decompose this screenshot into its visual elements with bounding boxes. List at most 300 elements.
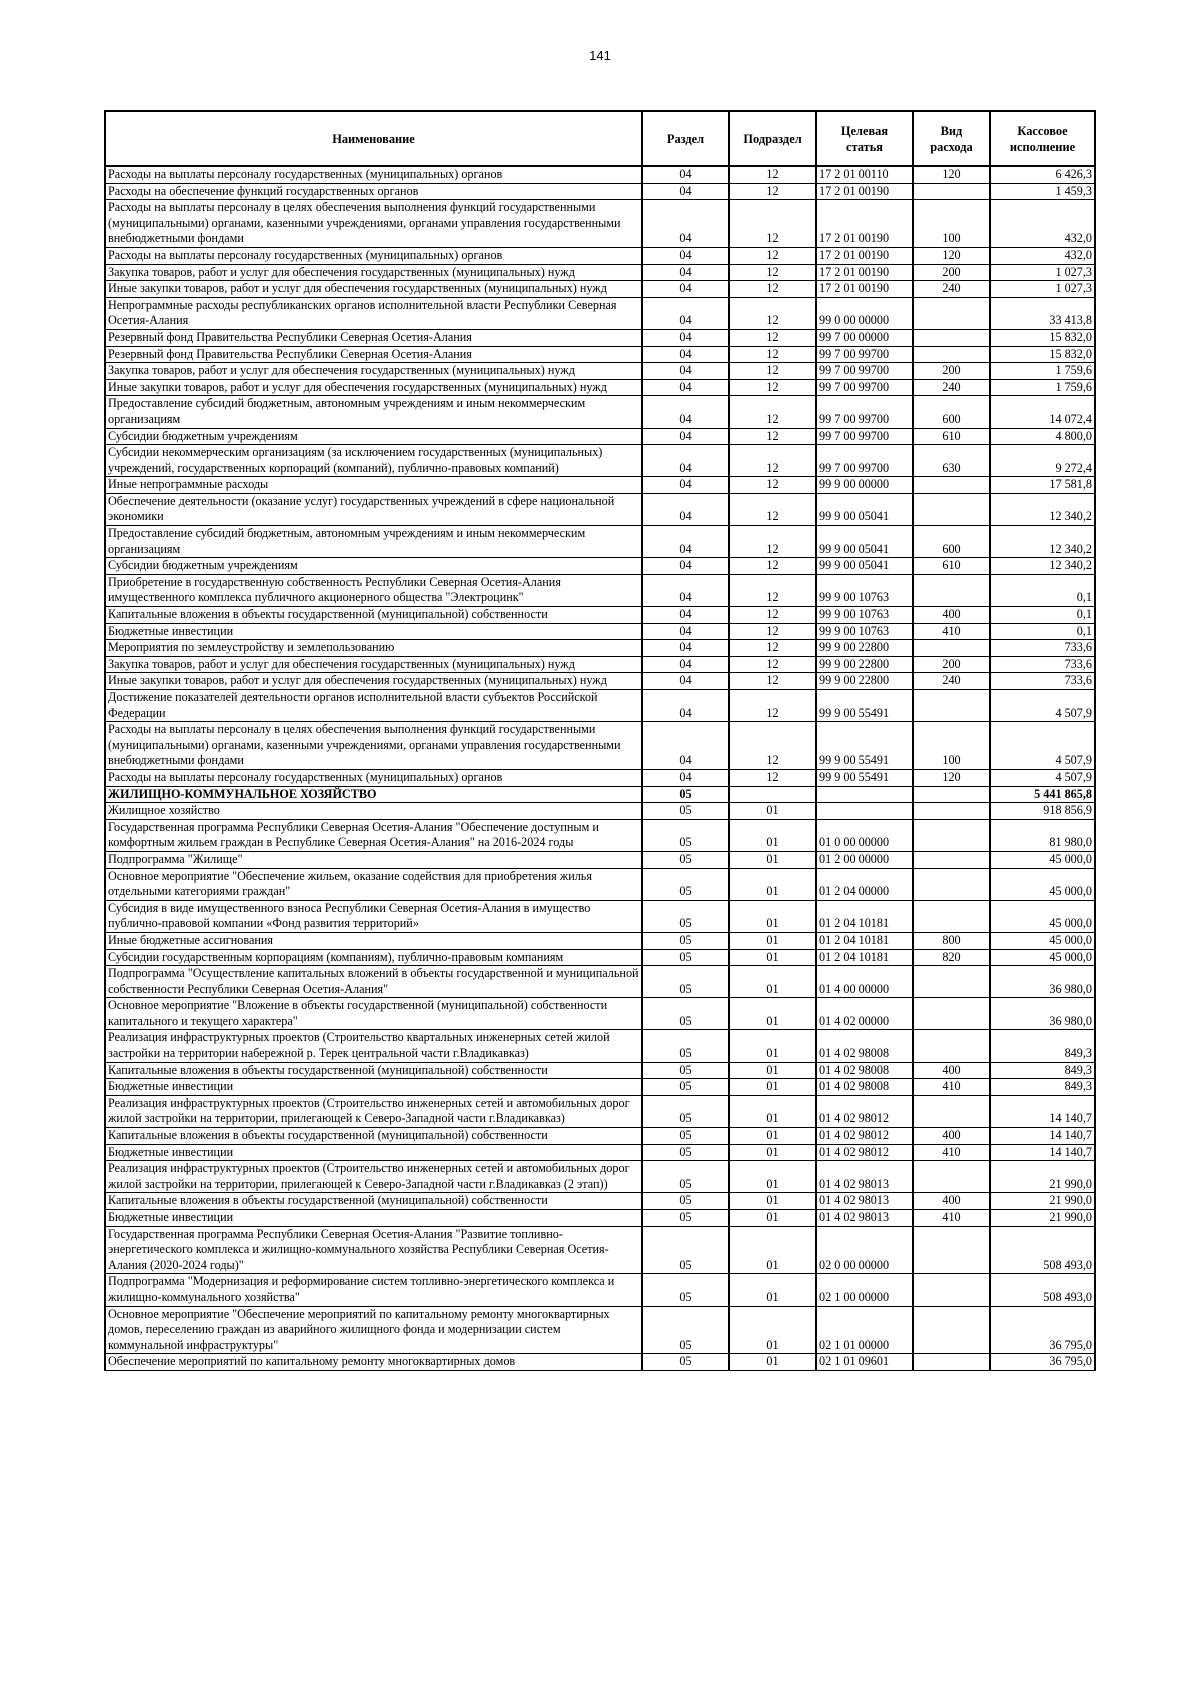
cell-vid-raskhoda: 120 bbox=[913, 166, 990, 183]
cell-celevaya-statya: 99 7 00 99700 bbox=[816, 379, 913, 396]
cell-vid-raskhoda bbox=[913, 329, 990, 346]
header-kassovoe-ispolnenie: Кассовое исполнение bbox=[990, 111, 1095, 166]
table-row bbox=[105, 428, 1095, 445]
cell-celevaya-statya: 17 2 01 00110 bbox=[816, 166, 913, 183]
cell-vid-raskhoda bbox=[913, 786, 990, 803]
cell-razdel: 04 bbox=[642, 607, 729, 624]
cell-celevaya-statya bbox=[816, 803, 913, 820]
cell-razdel: 04 bbox=[642, 445, 729, 477]
cell-razdel: 04 bbox=[642, 396, 729, 428]
cell-celevaya-statya: 01 4 02 98012 bbox=[816, 1095, 913, 1127]
cell-razdel: 04 bbox=[642, 722, 729, 770]
cell-kassovoe-ispolnenie: 45 000,0 bbox=[990, 868, 1095, 900]
cell-celevaya-statya: 17 2 01 00190 bbox=[816, 200, 913, 248]
cell-name: Реализация инфраструктурных проектов (Строительство инженерных сетей и автомобильных дорог жилой застройки на территории, прилегающей к Северо-Западной части г.Владикавказ (2 этап)) bbox=[105, 1161, 642, 1193]
table-row bbox=[105, 329, 1095, 346]
cell-vid-raskhoda: 410 bbox=[913, 1144, 990, 1161]
cell-podrazdel: 12 bbox=[729, 297, 816, 329]
cell-name: Резервный фонд Правительства Республики Северная Осетия-Алания bbox=[105, 329, 642, 346]
table-row bbox=[105, 1274, 1095, 1306]
cell-kassovoe-ispolnenie: 0,1 bbox=[990, 623, 1095, 640]
cell-podrazdel: 12 bbox=[729, 346, 816, 363]
cell-celevaya-statya: 01 4 02 98008 bbox=[816, 1079, 913, 1096]
table-row bbox=[105, 769, 1095, 786]
table-row bbox=[105, 966, 1095, 998]
cell-celevaya-statya: 01 2 04 10181 bbox=[816, 949, 913, 966]
table-row bbox=[105, 786, 1095, 803]
cell-vid-raskhoda bbox=[913, 297, 990, 329]
cell-podrazdel: 12 bbox=[729, 526, 816, 558]
cell-razdel: 04 bbox=[642, 346, 729, 363]
cell-name: Субсидия в виде имущественного взноса Республики Северная Осетия-Алания в имущество публично-правовой компании «Фонд развития территорий» bbox=[105, 900, 642, 932]
cell-kassovoe-ispolnenie: 45 000,0 bbox=[990, 949, 1095, 966]
header-vid-raskhoda: Вид расхода bbox=[913, 111, 990, 166]
cell-vid-raskhoda bbox=[913, 477, 990, 494]
cell-celevaya-statya: 17 2 01 00190 bbox=[816, 247, 913, 264]
cell-razdel: 04 bbox=[642, 363, 729, 380]
cell-razdel: 04 bbox=[642, 769, 729, 786]
cell-name: Иные закупки товаров, работ и услуг для обеспечения государственных (муниципальных) нужд bbox=[105, 379, 642, 396]
cell-vid-raskhoda: 820 bbox=[913, 949, 990, 966]
cell-kassovoe-ispolnenie: 0,1 bbox=[990, 607, 1095, 624]
cell-razdel: 05 bbox=[642, 1161, 729, 1193]
cell-razdel: 05 bbox=[642, 819, 729, 851]
cell-celevaya-statya: 99 7 00 99700 bbox=[816, 346, 913, 363]
cell-podrazdel: 01 bbox=[729, 803, 816, 820]
cell-name: Резервный фонд Правительства Республики Северная Осетия-Алания bbox=[105, 346, 642, 363]
table-row bbox=[105, 1193, 1095, 1210]
cell-vid-raskhoda: 200 bbox=[913, 656, 990, 673]
cell-vid-raskhoda bbox=[913, 1306, 990, 1354]
cell-podrazdel: 01 bbox=[729, 1274, 816, 1306]
header-name: Наименование bbox=[105, 111, 642, 166]
cell-name: Основное мероприятие "Обеспечение жильем, оказание содействия для приобретения жилья отдельными категориями граждан" bbox=[105, 868, 642, 900]
cell-vid-raskhoda: 610 bbox=[913, 558, 990, 575]
table-row bbox=[105, 346, 1095, 363]
cell-name: Реализация инфраструктурных проектов (Строительство квартальных инженерных сетей жилой застройки на территории набережной р. Терек центральной части г.Владикавказ) bbox=[105, 1030, 642, 1062]
cell-vid-raskhoda bbox=[913, 183, 990, 200]
cell-razdel: 05 bbox=[642, 949, 729, 966]
table-row bbox=[105, 607, 1095, 624]
cell-vid-raskhoda: 400 bbox=[913, 1128, 990, 1145]
cell-name: Подпрограмма "Модернизация и реформирование систем топливно-энергетического комплекса и жилищно-коммунального хозяйства" bbox=[105, 1274, 642, 1306]
cell-razdel: 05 bbox=[642, 1079, 729, 1096]
cell-celevaya-statya: 02 1 01 00000 bbox=[816, 1306, 913, 1354]
page-number: 141 bbox=[589, 48, 611, 63]
cell-vid-raskhoda bbox=[913, 1226, 990, 1274]
cell-vid-raskhoda bbox=[913, 574, 990, 606]
cell-razdel: 05 bbox=[642, 1210, 729, 1227]
table-row bbox=[105, 1030, 1095, 1062]
table-row bbox=[105, 493, 1095, 525]
cell-celevaya-statya: 99 9 00 55491 bbox=[816, 690, 913, 722]
table-row bbox=[105, 673, 1095, 690]
table-row bbox=[105, 868, 1095, 900]
cell-kassovoe-ispolnenie: 508 493,0 bbox=[990, 1226, 1095, 1274]
cell-celevaya-statya: 99 9 00 22800 bbox=[816, 656, 913, 673]
cell-vid-raskhoda: 240 bbox=[913, 673, 990, 690]
cell-name: ЖИЛИЩНО-КОММУНАЛЬНОЕ ХОЗЯЙСТВО bbox=[105, 786, 642, 803]
cell-podrazdel: 12 bbox=[729, 623, 816, 640]
cell-celevaya-statya: 01 2 04 00000 bbox=[816, 868, 913, 900]
cell-celevaya-statya: 01 4 02 98012 bbox=[816, 1128, 913, 1145]
table-row bbox=[105, 900, 1095, 932]
cell-podrazdel: 01 bbox=[729, 1144, 816, 1161]
cell-vid-raskhoda bbox=[913, 1095, 990, 1127]
cell-vid-raskhoda bbox=[913, 900, 990, 932]
cell-name: Предоставление субсидий бюджетным, автономным учреждениям и иным некоммерческим организациям bbox=[105, 526, 642, 558]
cell-celevaya-statya: 01 2 04 10181 bbox=[816, 900, 913, 932]
cell-name: Государственная программа Республики Северная Осетия-Алания "Развитие топливно-энергетического комплекса и жилищно-коммунального хозяйства Республики Северная Осетия-Алания (2020-2024 годы)" bbox=[105, 1226, 642, 1274]
cell-razdel: 05 bbox=[642, 900, 729, 932]
cell-razdel: 05 bbox=[642, 966, 729, 998]
cell-celevaya-statya: 17 2 01 00190 bbox=[816, 183, 913, 200]
cell-vid-raskhoda: 240 bbox=[913, 379, 990, 396]
cell-kassovoe-ispolnenie: 4 800,0 bbox=[990, 428, 1095, 445]
cell-celevaya-statya: 99 9 00 10763 bbox=[816, 623, 913, 640]
cell-podrazdel: 12 bbox=[729, 607, 816, 624]
cell-name: Расходы на выплаты персоналу в целях обеспечения выполнения функций государственными (муниципальными) органами, казенными учреждениями, органами управления государственными внебюджетными фондами bbox=[105, 200, 642, 248]
table-row bbox=[105, 1226, 1095, 1274]
cell-kassovoe-ispolnenie: 918 856,9 bbox=[990, 803, 1095, 820]
cell-vid-raskhoda bbox=[913, 346, 990, 363]
cell-razdel: 04 bbox=[642, 690, 729, 722]
cell-kassovoe-ispolnenie: 14 140,7 bbox=[990, 1144, 1095, 1161]
cell-celevaya-statya: 01 4 02 00000 bbox=[816, 998, 913, 1030]
cell-razdel: 04 bbox=[642, 640, 729, 657]
cell-razdel: 05 bbox=[642, 932, 729, 949]
cell-celevaya-statya: 02 0 00 00000 bbox=[816, 1226, 913, 1274]
cell-celevaya-statya: 99 9 00 05041 bbox=[816, 493, 913, 525]
cell-kassovoe-ispolnenie: 733,6 bbox=[990, 656, 1095, 673]
cell-celevaya-statya: 01 4 02 98013 bbox=[816, 1193, 913, 1210]
cell-podrazdel: 01 bbox=[729, 868, 816, 900]
cell-celevaya-statya: 01 4 02 98008 bbox=[816, 1062, 913, 1079]
cell-podrazdel: 12 bbox=[729, 574, 816, 606]
cell-name: Приобретение в государственную собственность Республики Северная Осетия-Алания имущественного комплекса публичного акционерного общества "Электроцинк" bbox=[105, 574, 642, 606]
cell-podrazdel: 01 bbox=[729, 1128, 816, 1145]
cell-name: Основное мероприятие "Вложение в объекты государственной (муниципальной) собственности капитального и текущего характера" bbox=[105, 998, 642, 1030]
cell-vid-raskhoda bbox=[913, 1030, 990, 1062]
cell-vid-raskhoda: 200 bbox=[913, 363, 990, 380]
cell-podrazdel: 12 bbox=[729, 428, 816, 445]
cell-razdel: 04 bbox=[642, 493, 729, 525]
cell-podrazdel: 12 bbox=[729, 247, 816, 264]
cell-podrazdel: 01 bbox=[729, 1161, 816, 1193]
cell-name: Бюджетные инвестиции bbox=[105, 1079, 642, 1096]
cell-podrazdel: 12 bbox=[729, 673, 816, 690]
cell-kassovoe-ispolnenie: 6 426,3 bbox=[990, 166, 1095, 183]
cell-razdel: 05 bbox=[642, 998, 729, 1030]
cell-name: Капитальные вложения в объекты государственной (муниципальной) собственности bbox=[105, 607, 642, 624]
cell-kassovoe-ispolnenie: 14 072,4 bbox=[990, 396, 1095, 428]
cell-celevaya-statya: 01 2 04 10181 bbox=[816, 932, 913, 949]
cell-celevaya-statya: 99 7 00 00000 bbox=[816, 329, 913, 346]
table-row bbox=[105, 690, 1095, 722]
table-row bbox=[105, 656, 1095, 673]
cell-razdel: 04 bbox=[642, 329, 729, 346]
cell-kassovoe-ispolnenie: 33 413,8 bbox=[990, 297, 1095, 329]
cell-podrazdel: 12 bbox=[729, 200, 816, 248]
cell-razdel: 05 bbox=[642, 1062, 729, 1079]
cell-kassovoe-ispolnenie: 0,1 bbox=[990, 574, 1095, 606]
cell-kassovoe-ispolnenie: 17 581,8 bbox=[990, 477, 1095, 494]
cell-name: Достижение показателей деятельности органов исполнительной власти субъектов Российской Федерации bbox=[105, 690, 642, 722]
table-row bbox=[105, 1306, 1095, 1354]
cell-razdel: 04 bbox=[642, 656, 729, 673]
cell-razdel: 05 bbox=[642, 1354, 729, 1371]
table-row bbox=[105, 623, 1095, 640]
cell-kassovoe-ispolnenie: 14 140,7 bbox=[990, 1128, 1095, 1145]
cell-razdel: 04 bbox=[642, 247, 729, 264]
cell-kassovoe-ispolnenie: 21 990,0 bbox=[990, 1193, 1095, 1210]
budget-execution-table bbox=[104, 110, 1096, 1371]
cell-vid-raskhoda: 600 bbox=[913, 396, 990, 428]
table-body bbox=[105, 166, 1095, 1370]
cell-razdel: 05 bbox=[642, 1030, 729, 1062]
cell-name: Иные бюджетные ассигнования bbox=[105, 932, 642, 949]
cell-name: Закупка товаров, работ и услуг для обеспечения государственных (муниципальных) нужд bbox=[105, 264, 642, 281]
cell-podrazdel: 12 bbox=[729, 445, 816, 477]
cell-celevaya-statya: 99 7 00 99700 bbox=[816, 396, 913, 428]
table-row bbox=[105, 1095, 1095, 1127]
cell-name: Жилищное хозяйство bbox=[105, 803, 642, 820]
table-row bbox=[105, 297, 1095, 329]
cell-celevaya-statya: 99 9 00 00000 bbox=[816, 477, 913, 494]
cell-kassovoe-ispolnenie: 4 507,9 bbox=[990, 722, 1095, 770]
cell-name: Субсидии бюджетным учреждениям bbox=[105, 428, 642, 445]
cell-kassovoe-ispolnenie: 733,6 bbox=[990, 673, 1095, 690]
cell-podrazdel bbox=[729, 786, 816, 803]
table-row bbox=[105, 640, 1095, 657]
table-row bbox=[105, 574, 1095, 606]
cell-kassovoe-ispolnenie: 849,3 bbox=[990, 1079, 1095, 1096]
cell-podrazdel: 01 bbox=[729, 851, 816, 868]
cell-podrazdel: 01 bbox=[729, 932, 816, 949]
cell-name: Расходы на выплаты персоналу государственных (муниципальных) органов bbox=[105, 247, 642, 264]
cell-podrazdel: 01 bbox=[729, 1030, 816, 1062]
cell-razdel: 05 bbox=[642, 786, 729, 803]
cell-podrazdel: 12 bbox=[729, 363, 816, 380]
cell-celevaya-statya: 99 9 00 05041 bbox=[816, 558, 913, 575]
cell-celevaya-statya: 01 4 02 98008 bbox=[816, 1030, 913, 1062]
cell-vid-raskhoda: 200 bbox=[913, 264, 990, 281]
cell-vid-raskhoda: 410 bbox=[913, 623, 990, 640]
cell-podrazdel: 12 bbox=[729, 722, 816, 770]
cell-name: Предоставление субсидий бюджетным, автономным учреждениям и иным некоммерческим организациям bbox=[105, 396, 642, 428]
table-row bbox=[105, 264, 1095, 281]
cell-kassovoe-ispolnenie: 432,0 bbox=[990, 200, 1095, 248]
cell-podrazdel: 01 bbox=[729, 1062, 816, 1079]
cell-vid-raskhoda: 400 bbox=[913, 1062, 990, 1079]
cell-celevaya-statya: 99 7 00 99700 bbox=[816, 363, 913, 380]
cell-razdel: 05 bbox=[642, 1128, 729, 1145]
cell-podrazdel: 01 bbox=[729, 900, 816, 932]
cell-podrazdel: 12 bbox=[729, 264, 816, 281]
cell-name: Капитальные вложения в объекты государственной (муниципальной) собственности bbox=[105, 1062, 642, 1079]
cell-celevaya-statya: 17 2 01 00190 bbox=[816, 264, 913, 281]
cell-razdel: 04 bbox=[642, 264, 729, 281]
cell-razdel: 04 bbox=[642, 379, 729, 396]
cell-vid-raskhoda bbox=[913, 493, 990, 525]
cell-vid-raskhoda bbox=[913, 851, 990, 868]
cell-vid-raskhoda: 410 bbox=[913, 1210, 990, 1227]
cell-kassovoe-ispolnenie: 45 000,0 bbox=[990, 900, 1095, 932]
cell-name: Субсидии некоммерческим организациям (за исключением государственных (муниципальных) учреждений, государственных корпораций (компаний), публично-правовых компаний) bbox=[105, 445, 642, 477]
cell-razdel: 05 bbox=[642, 1144, 729, 1161]
cell-name: Расходы на выплаты персоналу государственных (муниципальных) органов bbox=[105, 166, 642, 183]
cell-kassovoe-ispolnenie: 21 990,0 bbox=[990, 1210, 1095, 1227]
cell-kassovoe-ispolnenie: 12 340,2 bbox=[990, 558, 1095, 575]
table-row bbox=[105, 247, 1095, 264]
cell-celevaya-statya: 99 9 00 55491 bbox=[816, 722, 913, 770]
cell-vid-raskhoda: 800 bbox=[913, 932, 990, 949]
cell-vid-raskhoda: 120 bbox=[913, 769, 990, 786]
cell-name: Бюджетные инвестиции bbox=[105, 1144, 642, 1161]
cell-vid-raskhoda bbox=[913, 690, 990, 722]
cell-razdel: 05 bbox=[642, 851, 729, 868]
cell-celevaya-statya: 01 4 02 98013 bbox=[816, 1210, 913, 1227]
cell-vid-raskhoda: 630 bbox=[913, 445, 990, 477]
cell-razdel: 04 bbox=[642, 673, 729, 690]
cell-razdel: 04 bbox=[642, 297, 729, 329]
cell-razdel: 04 bbox=[642, 477, 729, 494]
cell-celevaya-statya: 02 1 01 09601 bbox=[816, 1354, 913, 1371]
table-row bbox=[105, 477, 1095, 494]
cell-kassovoe-ispolnenie: 12 340,2 bbox=[990, 526, 1095, 558]
cell-vid-raskhoda: 400 bbox=[913, 607, 990, 624]
cell-razdel: 05 bbox=[642, 1226, 729, 1274]
cell-podrazdel: 12 bbox=[729, 769, 816, 786]
cell-kassovoe-ispolnenie: 4 507,9 bbox=[990, 769, 1095, 786]
table-row bbox=[105, 281, 1095, 298]
cell-podrazdel: 01 bbox=[729, 998, 816, 1030]
cell-kassovoe-ispolnenie: 508 493,0 bbox=[990, 1274, 1095, 1306]
cell-name: Мероприятия по землеустройству и землепользованию bbox=[105, 640, 642, 657]
cell-kassovoe-ispolnenie: 5 441 865,8 bbox=[990, 786, 1095, 803]
cell-podrazdel: 01 bbox=[729, 1210, 816, 1227]
cell-razdel: 04 bbox=[642, 281, 729, 298]
cell-celevaya-statya: 01 4 02 98012 bbox=[816, 1144, 913, 1161]
cell-podrazdel: 01 bbox=[729, 1095, 816, 1127]
cell-vid-raskhoda bbox=[913, 998, 990, 1030]
cell-celevaya-statya: 02 1 00 00000 bbox=[816, 1274, 913, 1306]
cell-vid-raskhoda: 100 bbox=[913, 722, 990, 770]
cell-name: Подпрограмма "Осуществление капитальных вложений в объекты государственной и муниципальной собственности Республики Северная Осетия-Алания" bbox=[105, 966, 642, 998]
cell-vid-raskhoda: 400 bbox=[913, 1193, 990, 1210]
cell-celevaya-statya: 99 9 00 22800 bbox=[816, 673, 913, 690]
cell-podrazdel: 12 bbox=[729, 396, 816, 428]
cell-kassovoe-ispolnenie: 12 340,2 bbox=[990, 493, 1095, 525]
table-row bbox=[105, 1161, 1095, 1193]
table-row bbox=[105, 363, 1095, 380]
cell-name: Иные непрограммные расходы bbox=[105, 477, 642, 494]
cell-name: Иные закупки товаров, работ и услуг для обеспечения государственных (муниципальных) нужд bbox=[105, 673, 642, 690]
cell-celevaya-statya bbox=[816, 786, 913, 803]
cell-razdel: 04 bbox=[642, 623, 729, 640]
table-row bbox=[105, 1354, 1095, 1371]
cell-celevaya-statya: 17 2 01 00190 bbox=[816, 281, 913, 298]
cell-vid-raskhoda bbox=[913, 966, 990, 998]
cell-razdel: 04 bbox=[642, 526, 729, 558]
cell-celevaya-statya: 01 4 02 98013 bbox=[816, 1161, 913, 1193]
cell-name: Субсидии бюджетным учреждениям bbox=[105, 558, 642, 575]
cell-name: Бюджетные инвестиции bbox=[105, 623, 642, 640]
cell-podrazdel: 01 bbox=[729, 1306, 816, 1354]
cell-vid-raskhoda bbox=[913, 819, 990, 851]
cell-razdel: 04 bbox=[642, 200, 729, 248]
cell-podrazdel: 12 bbox=[729, 477, 816, 494]
cell-celevaya-statya: 99 9 00 10763 bbox=[816, 574, 913, 606]
cell-vid-raskhoda: 600 bbox=[913, 526, 990, 558]
cell-razdel: 04 bbox=[642, 558, 729, 575]
cell-kassovoe-ispolnenie: 15 832,0 bbox=[990, 329, 1095, 346]
cell-name: Капитальные вложения в объекты государственной (муниципальной) собственности bbox=[105, 1128, 642, 1145]
table-row bbox=[105, 932, 1095, 949]
cell-podrazdel: 12 bbox=[729, 558, 816, 575]
table-row bbox=[105, 183, 1095, 200]
cell-razdel: 04 bbox=[642, 574, 729, 606]
table-row bbox=[105, 526, 1095, 558]
cell-name: Бюджетные инвестиции bbox=[105, 1210, 642, 1227]
cell-name: Закупка товаров, работ и услуг для обеспечения государственных (муниципальных) нужд bbox=[105, 656, 642, 673]
cell-name: Расходы на обеспечение функций государственных органов bbox=[105, 183, 642, 200]
cell-kassovoe-ispolnenie: 1 759,6 bbox=[990, 379, 1095, 396]
cell-kassovoe-ispolnenie: 36 980,0 bbox=[990, 998, 1095, 1030]
table-row bbox=[105, 379, 1095, 396]
cell-kassovoe-ispolnenie: 1 759,6 bbox=[990, 363, 1095, 380]
table-header-row bbox=[105, 111, 1095, 166]
table-row bbox=[105, 1210, 1095, 1227]
table-row bbox=[105, 1128, 1095, 1145]
header-celevaya-statya: Целевая статья bbox=[816, 111, 913, 166]
cell-podrazdel: 12 bbox=[729, 379, 816, 396]
header-podrazdel: Подраздел bbox=[729, 111, 816, 166]
cell-vid-raskhoda: 120 bbox=[913, 247, 990, 264]
cell-celevaya-statya: 99 9 00 10763 bbox=[816, 607, 913, 624]
table-row bbox=[105, 803, 1095, 820]
cell-kassovoe-ispolnenie: 1 027,3 bbox=[990, 281, 1095, 298]
cell-vid-raskhoda bbox=[913, 803, 990, 820]
cell-name: Расходы на выплаты персоналу государственных (муниципальных) органов bbox=[105, 769, 642, 786]
table-row bbox=[105, 998, 1095, 1030]
cell-kassovoe-ispolnenie: 1 027,3 bbox=[990, 264, 1095, 281]
cell-vid-raskhoda bbox=[913, 1274, 990, 1306]
cell-name: Основное мероприятие "Обеспечение мероприятий по капитальному ремонту многоквартирных домов, переселению граждан из аварийного жилищного фонда и модернизации систем коммунальной инфраструктуры" bbox=[105, 1306, 642, 1354]
cell-podrazdel: 12 bbox=[729, 183, 816, 200]
cell-podrazdel: 12 bbox=[729, 493, 816, 525]
table-row bbox=[105, 1079, 1095, 1096]
cell-celevaya-statya: 99 7 00 99700 bbox=[816, 428, 913, 445]
cell-name: Иные закупки товаров, работ и услуг для обеспечения государственных (муниципальных) нужд bbox=[105, 281, 642, 298]
cell-razdel: 05 bbox=[642, 1193, 729, 1210]
header-razdel: Раздел bbox=[642, 111, 729, 166]
cell-name: Обеспечение деятельности (оказание услуг) государственных учреждений в сфере национальной экономики bbox=[105, 493, 642, 525]
cell-podrazdel: 01 bbox=[729, 949, 816, 966]
cell-kassovoe-ispolnenie: 733,6 bbox=[990, 640, 1095, 657]
cell-celevaya-statya: 99 0 00 00000 bbox=[816, 297, 913, 329]
cell-podrazdel: 12 bbox=[729, 640, 816, 657]
table-row bbox=[105, 445, 1095, 477]
table-row bbox=[105, 558, 1095, 575]
cell-razdel: 05 bbox=[642, 868, 729, 900]
table-row bbox=[105, 200, 1095, 248]
cell-podrazdel: 01 bbox=[729, 1354, 816, 1371]
cell-kassovoe-ispolnenie: 36 795,0 bbox=[990, 1306, 1095, 1354]
cell-kassovoe-ispolnenie: 45 000,0 bbox=[990, 851, 1095, 868]
cell-celevaya-statya: 99 9 00 05041 bbox=[816, 526, 913, 558]
cell-podrazdel: 12 bbox=[729, 166, 816, 183]
